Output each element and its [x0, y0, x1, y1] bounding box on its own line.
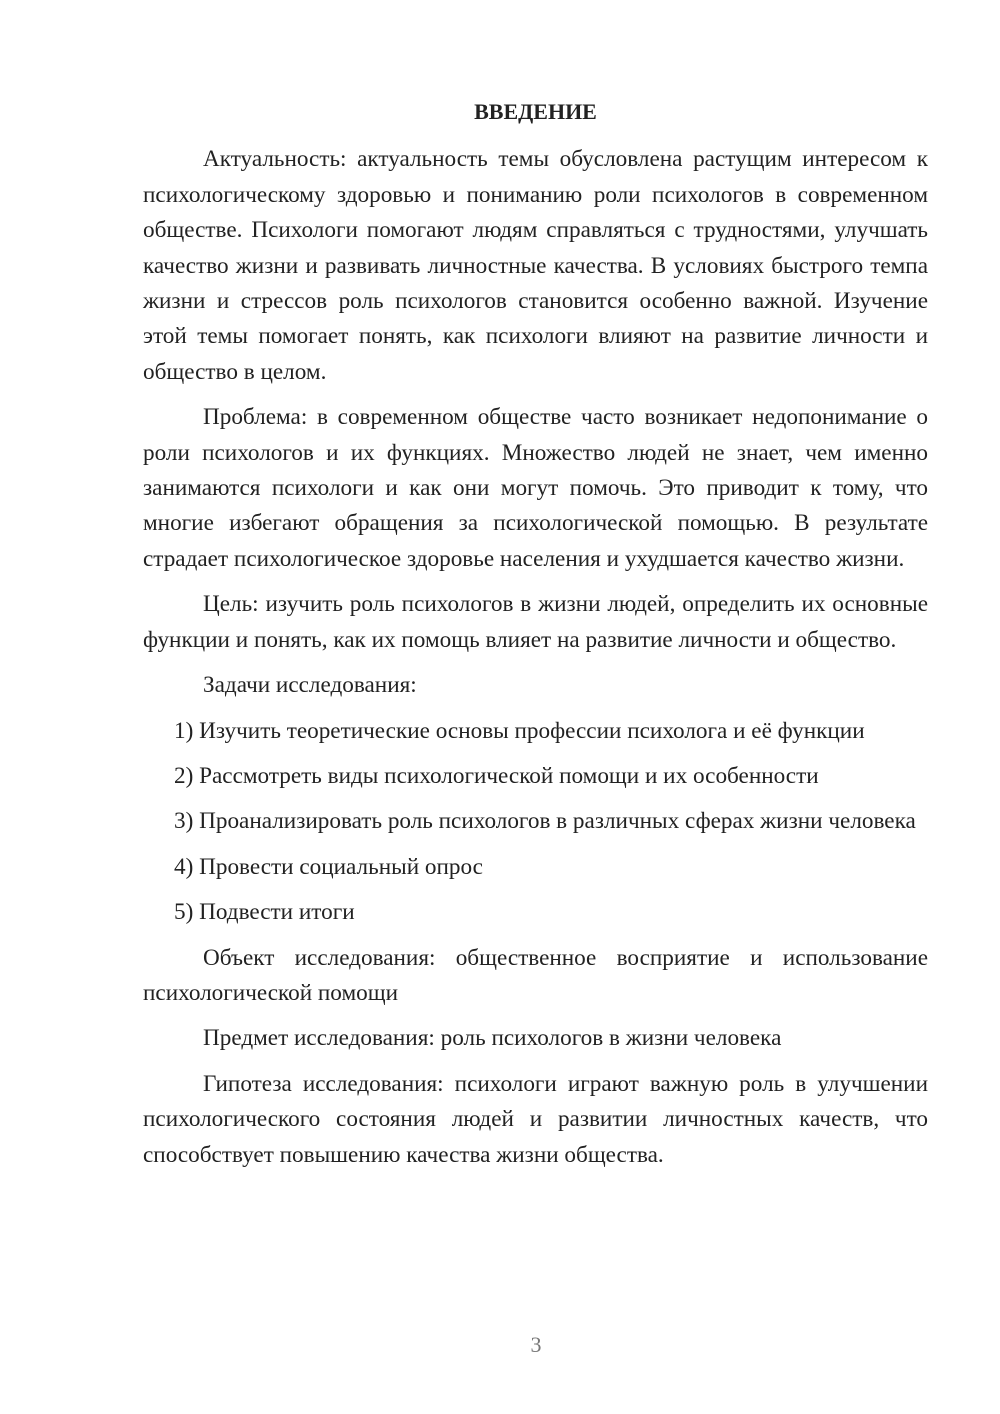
task-item-4: 4) Провести социальный опрос	[174, 853, 483, 880]
relevance-paragraph: Актуальность: актуальность темы обусловлена растущим интересом к психологическому здоровью и пониманию роли психологов в современном обществе. Психологи помогают людям справляться с трудностями, улучшать качество жизни и развивать личностные качества. В условиях быстрого темпа жизни и стрессов роль психологов становится особенно важной. Изучение этой темы помогает понять, как психологи влияют на развитие личности и общество в целом.	[143, 146, 928, 385]
research-object-paragraph: Объект исследования: общественное восприятие и использование психологической помощи	[143, 944, 928, 1006]
task-item-1: 1) Изучить теоретические основы профессии психолога и её функции	[174, 717, 865, 744]
goal-paragraph: Цель: изучить роль психологов в жизни людей, определить их основные функции и понять, как их помощь влияет на развитие личности и общество.	[143, 591, 928, 653]
tasks-heading: Задачи исследования:	[203, 672, 417, 699]
task-item-2: 2) Рассмотреть виды психологической помощи и их особенности	[174, 762, 819, 789]
page-number: 3	[530, 1332, 542, 1357]
problem-paragraph: Проблема: в современном обществе часто возникает недопонимание о роли психологов и их функциях. Множество людей не знает, чем именно занимаются психологи и как они могут помочь. Это приводит к тому, что многие избегают обращения за психологической помощью. В результате страдает психологическое здоровье населения и ухудшается качество жизни.	[143, 404, 928, 572]
page-content	[143, 94, 928, 1183]
task-item-3: 3) Проанализировать роль психологов в различных сферах жизни человека	[174, 808, 916, 835]
task-item-5: 5) Подвести итоги	[174, 899, 355, 926]
research-subject-paragraph: Предмет исследования: роль психологов в жизни человека	[203, 1025, 782, 1052]
research-hypothesis-paragraph: Гипотеза исследования: психологи играют важную роль в улучшении психологического состояния людей и развитии личностных качеств, что способствует повышению качества жизни общества.	[143, 1070, 928, 1168]
page-title: ВВЕДЕНИЕ	[474, 99, 597, 124]
